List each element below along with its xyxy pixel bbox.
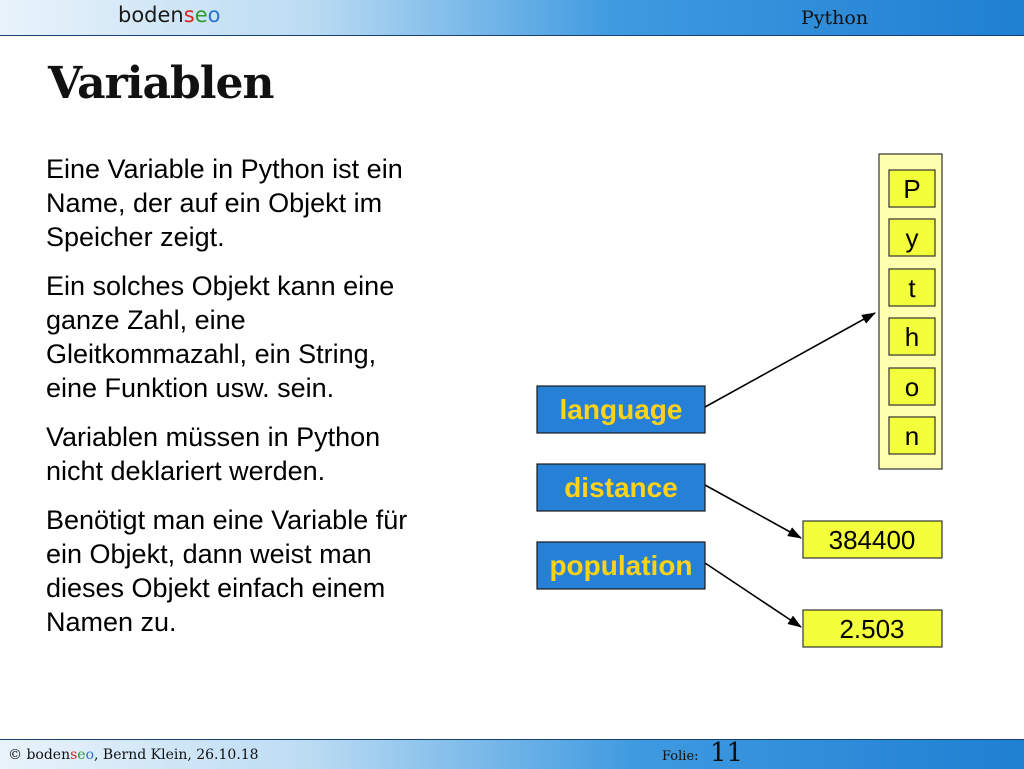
arrow-population	[705, 563, 801, 627]
svg-text:o: o	[904, 372, 920, 402]
paragraph: Ein solches Objekt kann eine ganze Zahl, eine Gleitkommazahl, ein String, eine Funktion usw. sein.	[46, 271, 395, 403]
brand-text: boden	[118, 3, 184, 27]
slide-number-label: Folie:	[662, 749, 699, 764]
footer-bar	[0, 739, 1024, 769]
svg-text:t: t	[908, 273, 916, 303]
string-char-cell	[889, 269, 935, 306]
string-char-cell	[889, 318, 935, 355]
paragraph: Benötigt man eine Variable für ein Objekt, dann weist man dieses Objekt einfach einem Namen zu.	[46, 505, 408, 637]
string-char-cell	[889, 417, 935, 454]
paragraph: Eine Variable in Python ist ein Name, der auf ein Objekt im Speicher zeigt.	[46, 154, 403, 252]
arrow-language	[705, 313, 875, 407]
footer-author-date: , Bernd Klein, 26.10.18	[94, 747, 259, 763]
paragraph: Variablen müssen in Python nicht deklariert werden.	[46, 422, 381, 486]
svg-text:distance: distance	[564, 472, 678, 503]
svg-text:h: h	[904, 322, 920, 352]
footer-brand: bodenseo	[26, 747, 95, 763]
variable-population	[537, 542, 705, 589]
slide-number: 11	[710, 738, 744, 768]
variable-language	[537, 386, 705, 433]
variable-distance	[537, 464, 705, 511]
brand-e: e	[194, 3, 208, 27]
svg-text:P: P	[903, 174, 921, 204]
svg-text:384400: 384400	[828, 525, 916, 555]
arrow-distance	[705, 485, 801, 538]
slide-title: Variablen	[48, 58, 274, 109]
value-object-int	[803, 521, 942, 558]
brand-o: o	[207, 3, 221, 27]
footer-credits: © bodenseo, Bernd Klein, 26.10.18	[8, 747, 259, 763]
svg-text:y: y	[905, 223, 919, 253]
svg-text:population: population	[549, 550, 693, 581]
value-object-float	[803, 610, 942, 647]
svg-text:2.503: 2.503	[839, 614, 905, 644]
header-title: Python	[801, 7, 869, 29]
svg-text:n: n	[904, 421, 920, 451]
brand-s: s	[183, 3, 195, 27]
string-char-cell	[889, 368, 935, 405]
string-char-cell	[889, 170, 935, 207]
string-char-cell	[889, 219, 935, 256]
svg-text:language: language	[559, 394, 683, 425]
